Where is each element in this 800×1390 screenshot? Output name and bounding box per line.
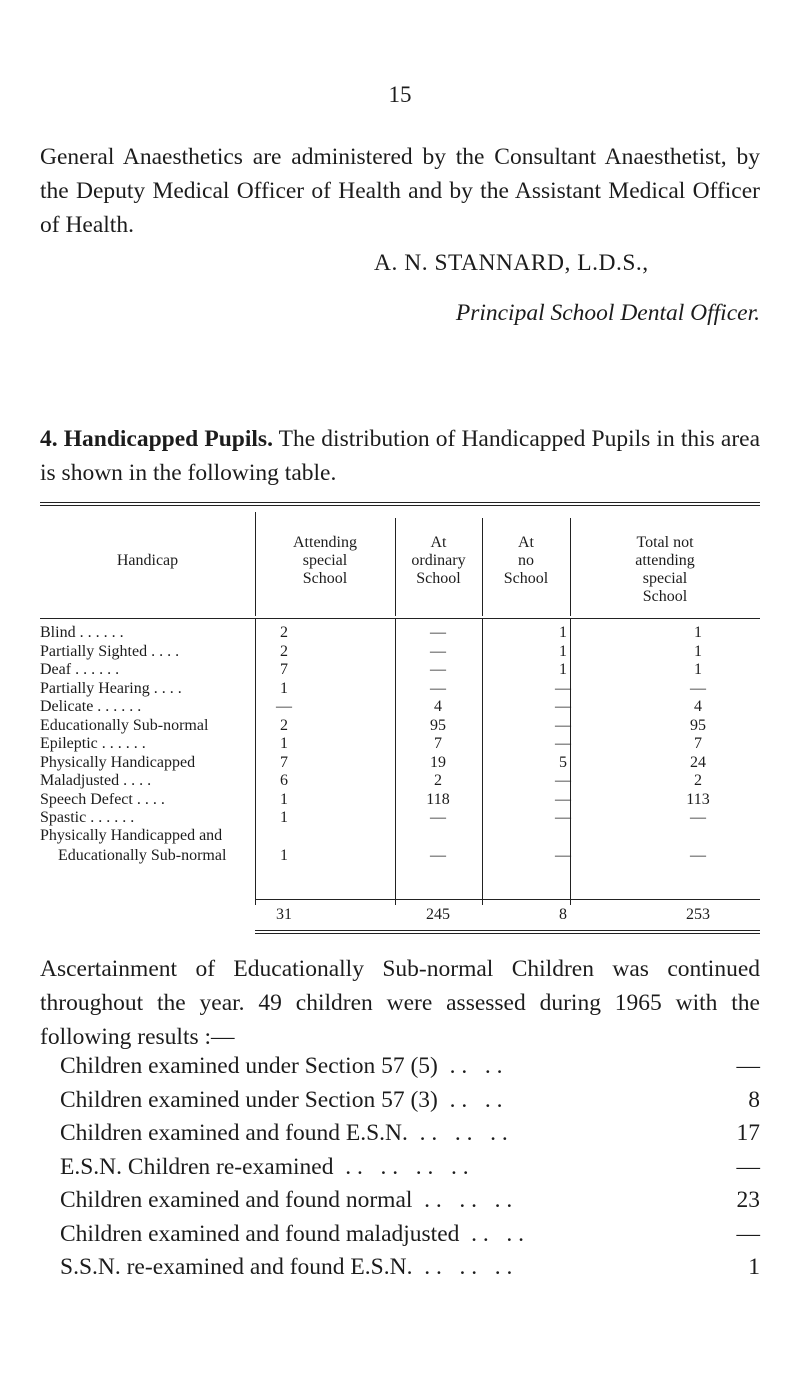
- row-label: Partially Hearing . . . .: [40, 679, 182, 697]
- cell-total: 113: [686, 790, 710, 808]
- cell-special: 1: [280, 847, 288, 864]
- cell-special: 1: [280, 735, 288, 752]
- header-at-ordinary: At ordinary School: [411, 534, 466, 587]
- cell-no-school: —: [555, 847, 571, 864]
- cell-special: 2: [280, 642, 288, 660]
- row-label: Physically Handicapped and: [40, 827, 223, 844]
- table-row: [40, 809, 760, 827]
- header-attending-special: Attending special School: [293, 534, 357, 587]
- row-label: Epileptic . . . . . .: [40, 735, 146, 752]
- cell-special: 1: [280, 679, 288, 697]
- signature-name: A. N. STANNARD, L.D.S.,: [374, 250, 649, 276]
- header-at-no-school: At no School: [503, 534, 549, 587]
- paragraph-ascertainment: Ascertainment of Educationally Sub-normal Children was continued throughout the year. 49 children were assessed during 1965 with the following results :—: [40, 956, 760, 1050]
- table-row: [40, 698, 760, 716]
- result-label: Children examined under Section 57 (5) . . . .: [60, 1053, 503, 1079]
- table-row: [40, 735, 760, 753]
- cell-no-school: 1: [559, 624, 567, 641]
- table-row: [40, 643, 760, 661]
- table-top-rule-2: [40, 505, 760, 506]
- row-label: Partially Sighted . . . .: [40, 642, 180, 660]
- table-row-combined-2: [40, 847, 760, 865]
- header-handicap: Handicap: [116, 552, 179, 569]
- result-item: [60, 1251, 760, 1285]
- header-rule: [40, 618, 760, 619]
- cell-total: 2: [694, 772, 702, 789]
- cell-total: 7: [694, 735, 702, 752]
- table-bottom-rule-2: [255, 933, 760, 934]
- cell-ordinary: 7: [434, 735, 442, 752]
- cell-total: —: [690, 847, 706, 864]
- cell-ordinary: —: [430, 642, 446, 660]
- table-bottom-rule: [255, 930, 760, 931]
- cell-no-school: 5: [559, 753, 567, 771]
- cell-total: 1: [694, 661, 702, 678]
- row-label: Speech Defect . . . .: [40, 790, 165, 808]
- result-label: Children examined and found maladjusted . . . .: [60, 1220, 525, 1247]
- result-item: [60, 1218, 760, 1252]
- total-no-school: 8: [559, 906, 567, 923]
- cell-no-school: —: [555, 716, 571, 734]
- cell-special: 6: [280, 772, 288, 789]
- result-value: 8: [748, 1086, 760, 1113]
- result-value: —: [736, 1153, 760, 1180]
- cell-special: 7: [280, 753, 288, 771]
- cell-total: —: [690, 679, 706, 697]
- row-label: Physically Handicapped: [40, 753, 196, 771]
- cell-special: 2: [280, 624, 288, 641]
- cell-no-school: —: [555, 698, 571, 715]
- handicap-table: [40, 502, 760, 934]
- cell-total: —: [690, 809, 706, 826]
- cell-special: 1: [280, 809, 288, 826]
- cell-special: 2: [280, 716, 288, 734]
- result-value: 1: [748, 1254, 760, 1280]
- cell-total: 24: [690, 753, 706, 771]
- cell-total: 95: [690, 716, 706, 734]
- table-top-rule: [40, 502, 760, 503]
- cell-special: 1: [280, 790, 288, 808]
- table-row: [40, 791, 760, 809]
- cell-ordinary: —: [430, 679, 446, 697]
- cell-total: 1: [694, 624, 702, 641]
- cell-ordinary: 19: [430, 753, 446, 771]
- row-label: Educationally Sub-normal: [58, 847, 227, 864]
- totals-rule: [255, 899, 760, 900]
- total-special: 31: [276, 906, 292, 923]
- cell-no-school: —: [555, 735, 571, 752]
- row-label: Deaf . . . . . .: [40, 661, 120, 678]
- results-list: [60, 1050, 760, 1285]
- row-label: Spastic . . . . . .: [40, 809, 135, 826]
- table-row: [40, 624, 760, 642]
- result-item: [60, 1184, 760, 1218]
- table-row: [40, 717, 760, 735]
- cell-no-school: —: [555, 679, 571, 697]
- paragraph-handicapped-pupils: [40, 422, 760, 490]
- result-label: Children examined and found E.S.N. . . . . . .: [60, 1120, 508, 1146]
- row-label: Maladjusted . . . .: [40, 772, 152, 789]
- row-label: Blind . . . . . .: [40, 624, 124, 641]
- result-value: 23: [736, 1187, 760, 1213]
- cell-total: 1: [694, 642, 702, 660]
- result-item: [60, 1117, 760, 1151]
- section-text: The distribution of Handicapped Pupils in this area is shown in the following table.: [40, 426, 760, 486]
- cell-ordinary: 118: [426, 790, 450, 808]
- row-label: Delicate . . . . . .: [40, 698, 142, 715]
- cell-ordinary: —: [430, 624, 446, 641]
- cell-ordinary: —: [430, 809, 446, 826]
- row-label: Educationally Sub-normal: [40, 716, 209, 734]
- header-total-not-attending: Total not attending special School: [635, 534, 695, 605]
- table-row-combined: [40, 827, 760, 845]
- cell-no-school: 1: [559, 661, 567, 678]
- signature-title: Principal School Dental Officer.: [455, 300, 760, 326]
- cell-no-school: —: [555, 772, 571, 789]
- cell-no-school: —: [555, 790, 571, 808]
- result-value: —: [736, 1053, 760, 1079]
- totals-row: [40, 906, 760, 926]
- result-item: [60, 1151, 760, 1185]
- result-label: E.S.N. Children re-examined . . . . . . . .: [60, 1153, 469, 1180]
- cell-ordinary: —: [430, 847, 446, 864]
- table-row: [40, 661, 760, 679]
- page-number: 15: [388, 82, 412, 107]
- cell-ordinary: —: [430, 661, 446, 678]
- cell-ordinary: 4: [434, 698, 442, 715]
- cell-special: —: [276, 698, 292, 715]
- total-all: 253: [686, 906, 710, 923]
- table-row: [40, 772, 760, 790]
- paragraph-anaesthetics: General Anaesthetics are administered by the Consultant Anaesthetist, by the Deputy Medical Officer of Health and by the Assistant Medical Officer of Health.: [40, 144, 760, 238]
- section-heading: 4. Handicapped Pupils.: [40, 426, 273, 452]
- result-label: Children examined and found normal . . . . . .: [60, 1187, 513, 1213]
- cell-total: 4: [694, 698, 702, 715]
- cell-ordinary: 2: [434, 772, 442, 789]
- result-item: [60, 1050, 760, 1084]
- table-row: [40, 680, 760, 698]
- result-value: —: [736, 1220, 760, 1247]
- cell-no-school: —: [555, 809, 571, 826]
- result-label: S.S.N. re-examined and found E.S.N. . . . . . .: [60, 1254, 513, 1280]
- cell-ordinary: 95: [430, 716, 446, 734]
- total-ordinary: 245: [426, 906, 450, 923]
- cell-no-school: 1: [559, 642, 567, 660]
- result-value: 17: [736, 1120, 760, 1146]
- cell-special: 7: [280, 661, 288, 678]
- table-row: [40, 754, 760, 772]
- result-label: Children examined under Section 57 (3) . . . .: [60, 1086, 503, 1113]
- result-item: [60, 1084, 760, 1118]
